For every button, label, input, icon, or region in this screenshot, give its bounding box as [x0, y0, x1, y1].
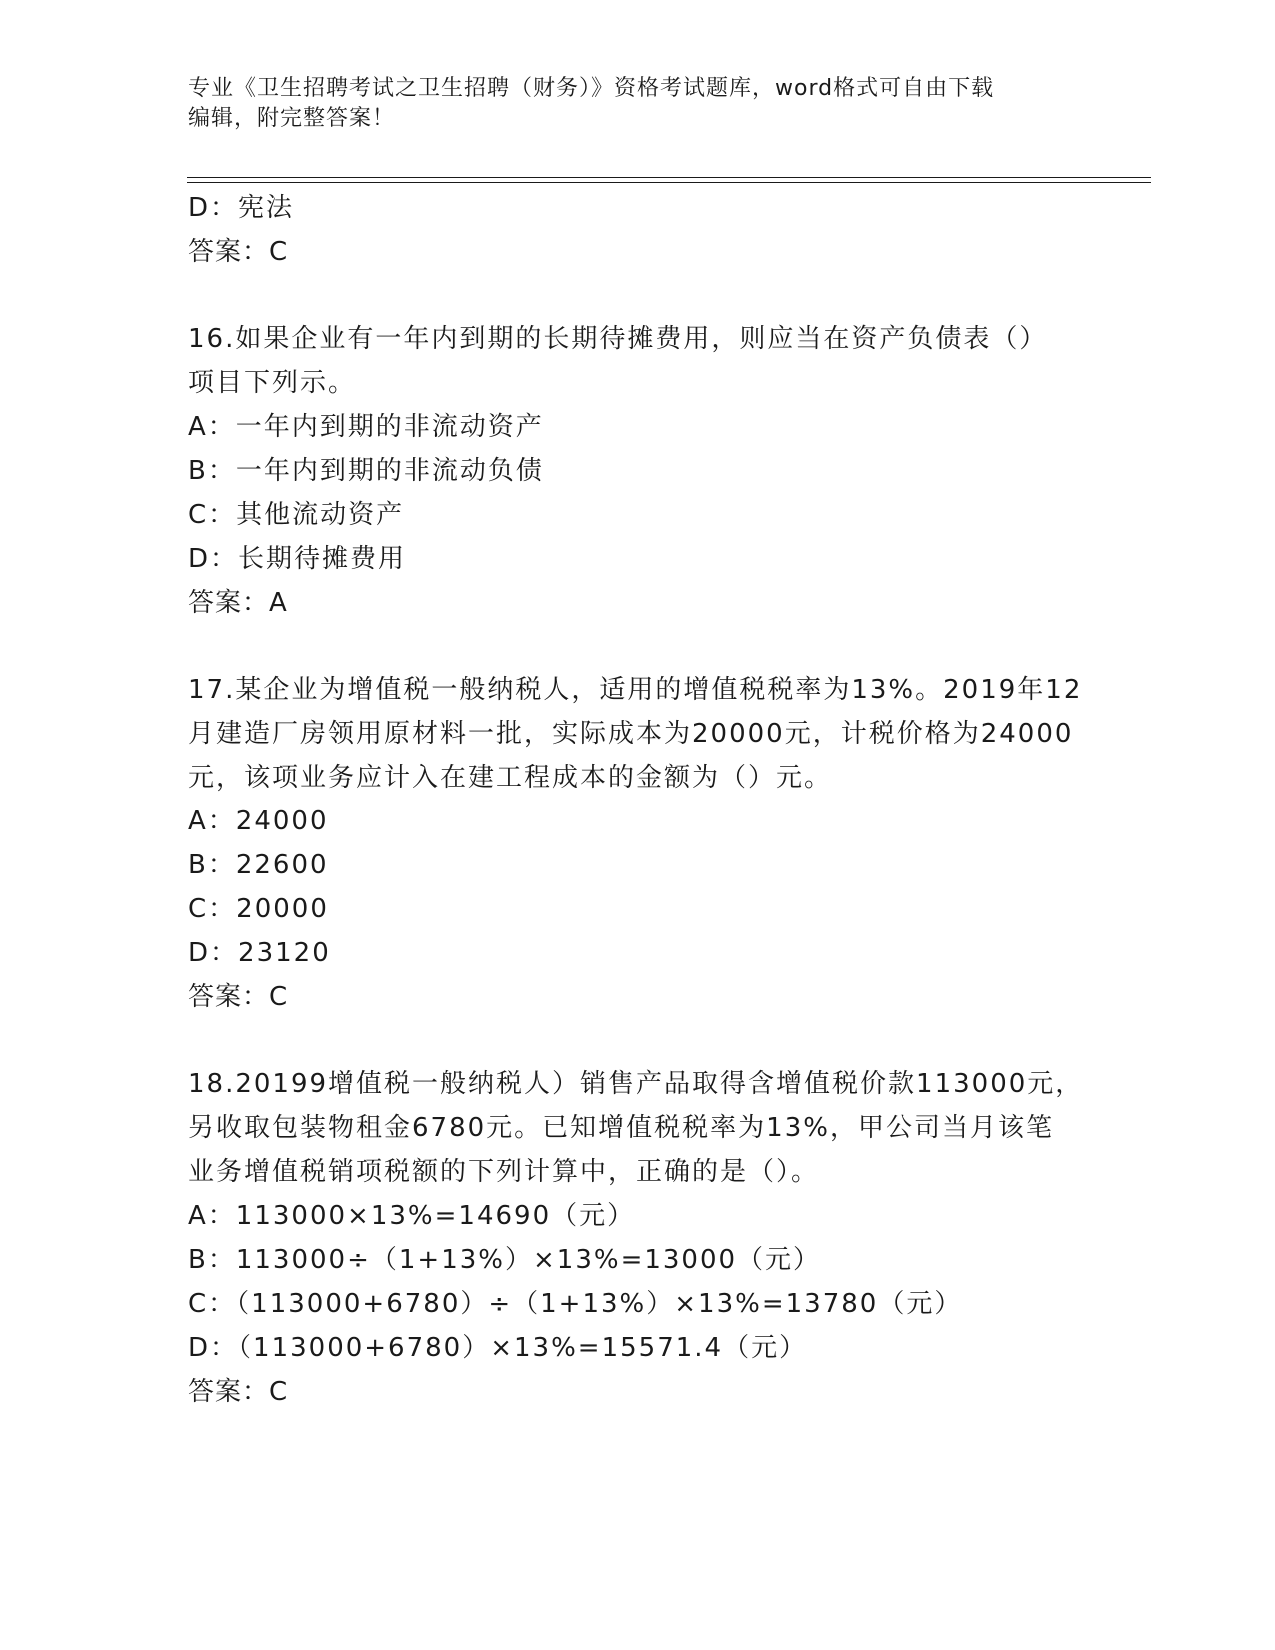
document-header [188, 74, 1088, 134]
q17-stem-line-3: 元，该项业务应计入在建工程成本的金额为（）元。 [188, 763, 833, 793]
q17-option-b: B：22600 [188, 850, 329, 880]
q17-option-d: D：23120 [188, 938, 331, 968]
q18-stem-line-1: 18.20199增值税一般纳税人）销售产品取得含增值税价款113000元， [188, 1069, 1084, 1099]
q18-answer: 答案：C [188, 1377, 289, 1407]
header-line-2: 编辑，附完整答案！ [188, 106, 396, 131]
q15-option-d: D：宪法 [188, 193, 295, 223]
q18-option-d: D：（113000+6780）×13%=15571.4（元） [188, 1333, 808, 1363]
q18-option-a: A：113000×13%=14690（元） [188, 1201, 636, 1231]
q18-option-b: B：113000÷（1+13%）×13%=13000（元） [188, 1245, 822, 1275]
q17-option-c: C：20000 [188, 894, 329, 924]
q16-stem-line-1: 16.如果企业有一年内到期的长期待摊费用，则应当在资产负债表（） [188, 324, 1048, 354]
q17-option-a: A：24000 [188, 806, 329, 836]
q18-stem-line-2: 另收取包装物租金6780元。已知增值税税率为13%，甲公司当月该笔 [188, 1113, 1054, 1143]
q16-answer: 答案：A [188, 588, 288, 618]
q16-option-b: B：一年内到期的非流动负债 [188, 456, 544, 486]
q17-stem-line-2: 月建造厂房领用原材料一批，实际成本为20000元，计税价格为24000 [188, 719, 1074, 749]
header-line-1: 专业《卫生招聘考试之卫生招聘（财务）》资格考试题库，word格式可自由下载 [188, 76, 995, 101]
q18-stem-line-3: 业务增值税销项税额的下列计算中，正确的是（）。 [188, 1157, 820, 1187]
q17-answer: 答案：C [188, 982, 289, 1012]
q16-option-a: A：一年内到期的非流动资产 [188, 412, 544, 442]
q16-option-c: C：其他流动资产 [188, 500, 405, 530]
header-divider-top [187, 177, 1151, 178]
q17-stem-line-1: 17.某企业为增值税一般纳税人，适用的增值税税率为13%。2019年12 [188, 675, 1083, 705]
q18-option-c: C：（113000+6780）÷（1+13%）×13%=13780（元） [188, 1289, 963, 1319]
q16-stem-line-2: 项目下列示。 [188, 368, 357, 398]
header-divider-bottom [187, 182, 1151, 183]
q16-option-d: D：长期待摊费用 [188, 544, 407, 574]
q15-answer: 答案：C [188, 237, 289, 267]
